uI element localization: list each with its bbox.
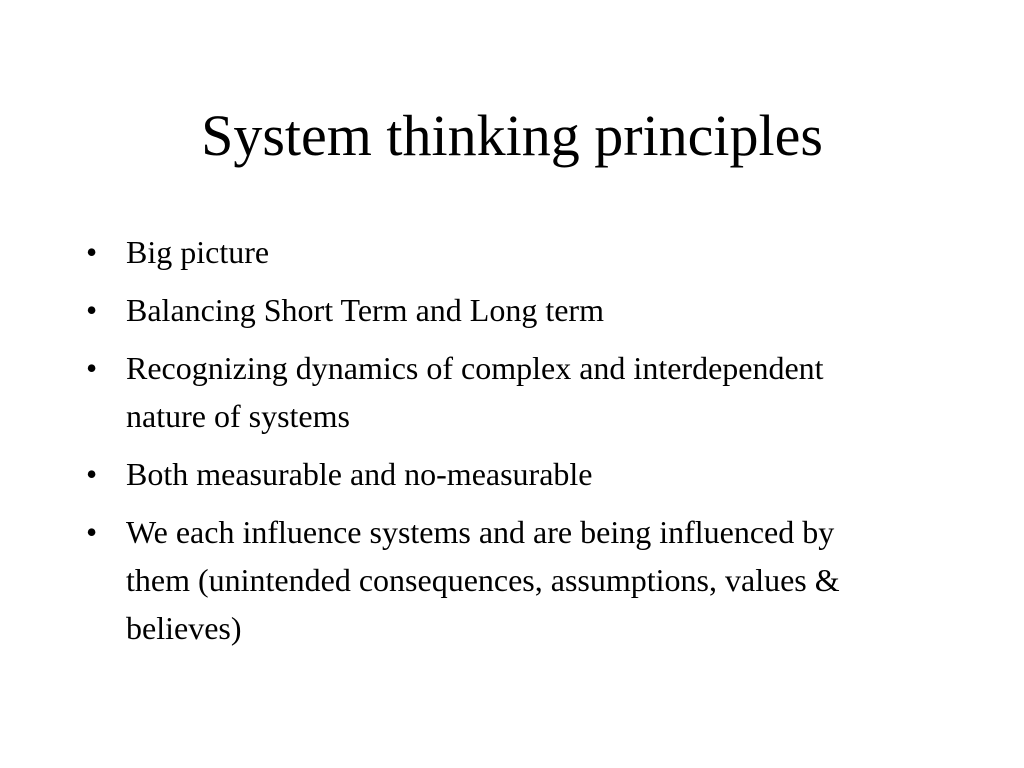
bullet-dot-icon: • [86,514,98,550]
bullet-dot-icon: • [86,234,98,270]
bullet-text: Recognizing dynamics of complex and interdependent nature of systems [126,350,824,434]
bullet-item [82,228,942,276]
bullet-item [82,508,942,652]
bullet-dot-icon: • [86,456,98,492]
slide-title: System thinking principles [201,103,823,168]
bullet-item [82,344,942,440]
bullet-item [82,450,942,498]
bullet-text: Big picture [126,234,270,270]
bullet-dot-icon: • [86,350,98,386]
bullet-list [82,228,942,662]
bullet-text: Both measurable and no-measurable [126,456,593,492]
bullet-dot-icon: • [86,292,98,328]
bullet-item [82,286,942,334]
bullet-text: Balancing Short Term and Long term [126,292,604,328]
bullet-text: We each influence systems and are being influenced by them (unintended consequences, assumptions, values & believes) [126,514,840,646]
